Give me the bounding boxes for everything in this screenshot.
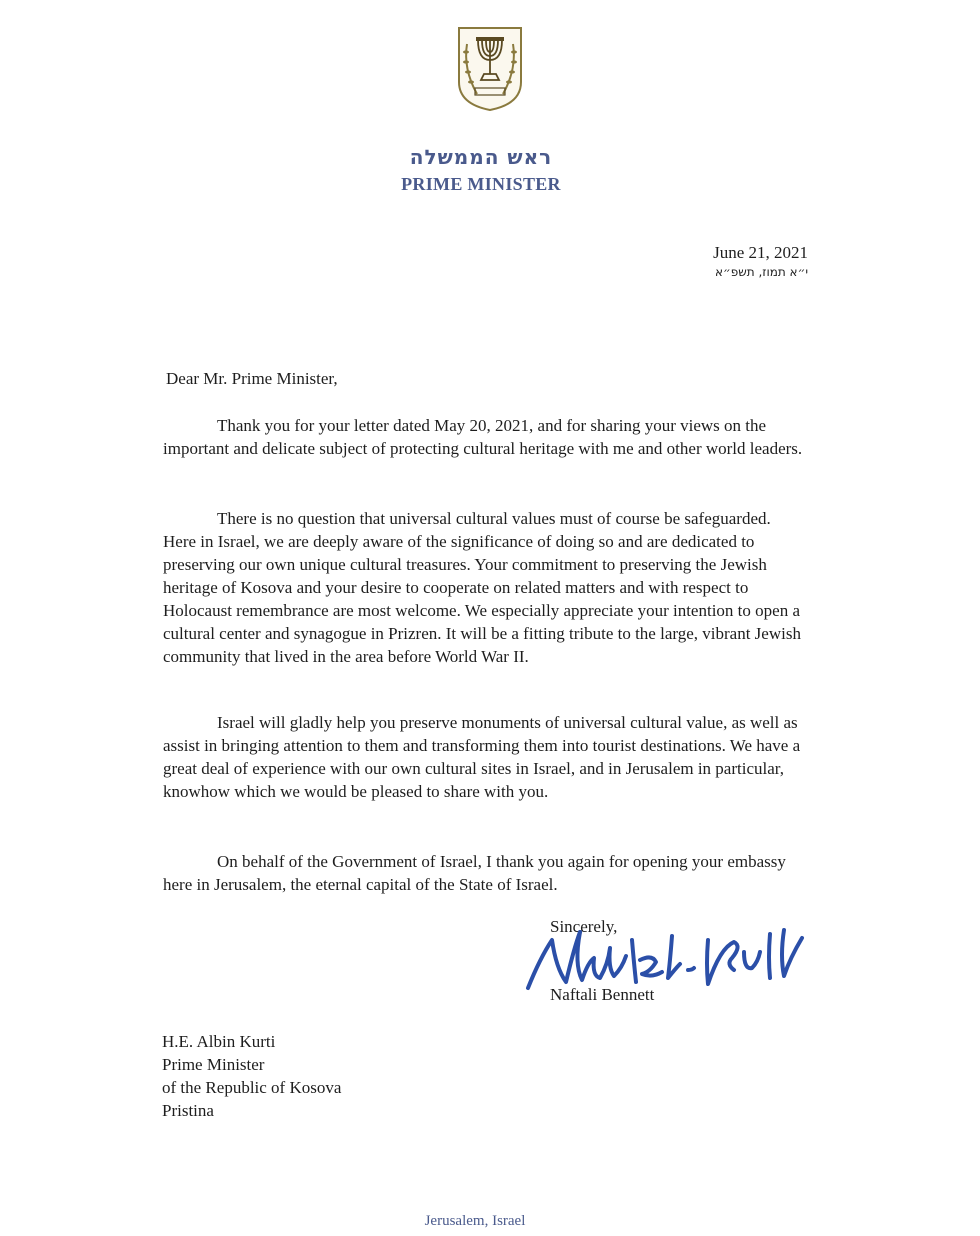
recipient-title: Prime Minister (162, 1055, 265, 1074)
recipient-city: Pristina (162, 1101, 214, 1120)
office-title-hebrew: ראש הממשלה (409, 145, 553, 169)
state-emblem (455, 24, 525, 112)
body-paragraph: There is no question that universal cultural values must of course be safeguarded. Here in Israel, we are deeply aware of the significance of doing so and are dedicated to preserving our own unique cultural treasures. Your commitment to preserving the Jewish heritage of Kosova and your desire to cooperate on related matters and with respect to Holocaust remembrance are most welcome. We especially appreciate your intention to open a cultural center and synagogue in Prizren. It will be a fitting tribute to the large, vibrant Jewish community that lived in the area before World War II. (163, 509, 801, 666)
date-hebrew: י״א תמוז, תשפ״א (715, 265, 808, 279)
footer-location: Jerusalem, Israel (424, 1213, 526, 1229)
recipient-name: H.E. Albin Kurti (162, 1032, 276, 1051)
closing: Sincerely, (550, 917, 618, 936)
signer-name: Naftali Bennett (550, 985, 655, 1004)
date-block (713, 242, 808, 279)
body-paragraph: Israel will gladly help you preserve monuments of universal cultural value, as well as assist in bringing attention to them and transforming them into tourist destinations. We have a great deal of experience with our own cultural sites in Israel, and in Jerusalem in particular, knowhow which we would be pleased to share with you. (163, 713, 801, 801)
body-paragraph: On behalf of the Government of Israel, I thank you again for opening your embassy here in Jerusalem, the eternal capital of the State of Israel. (163, 852, 786, 894)
office-title-english: PRIME MINISTER (401, 174, 561, 194)
date-english: June 21, 2021 (713, 243, 808, 262)
recipient-address (162, 1030, 341, 1122)
body-paragraph: Thank you for your letter dated May 20, 2021, and for sharing your views on the important and delicate subject of protecting cultural heritage with me and other world leaders. (163, 416, 803, 458)
salutation: Dear Mr. Prime Minister, (166, 369, 338, 388)
recipient-country: of the Republic of Kosova (162, 1078, 342, 1097)
